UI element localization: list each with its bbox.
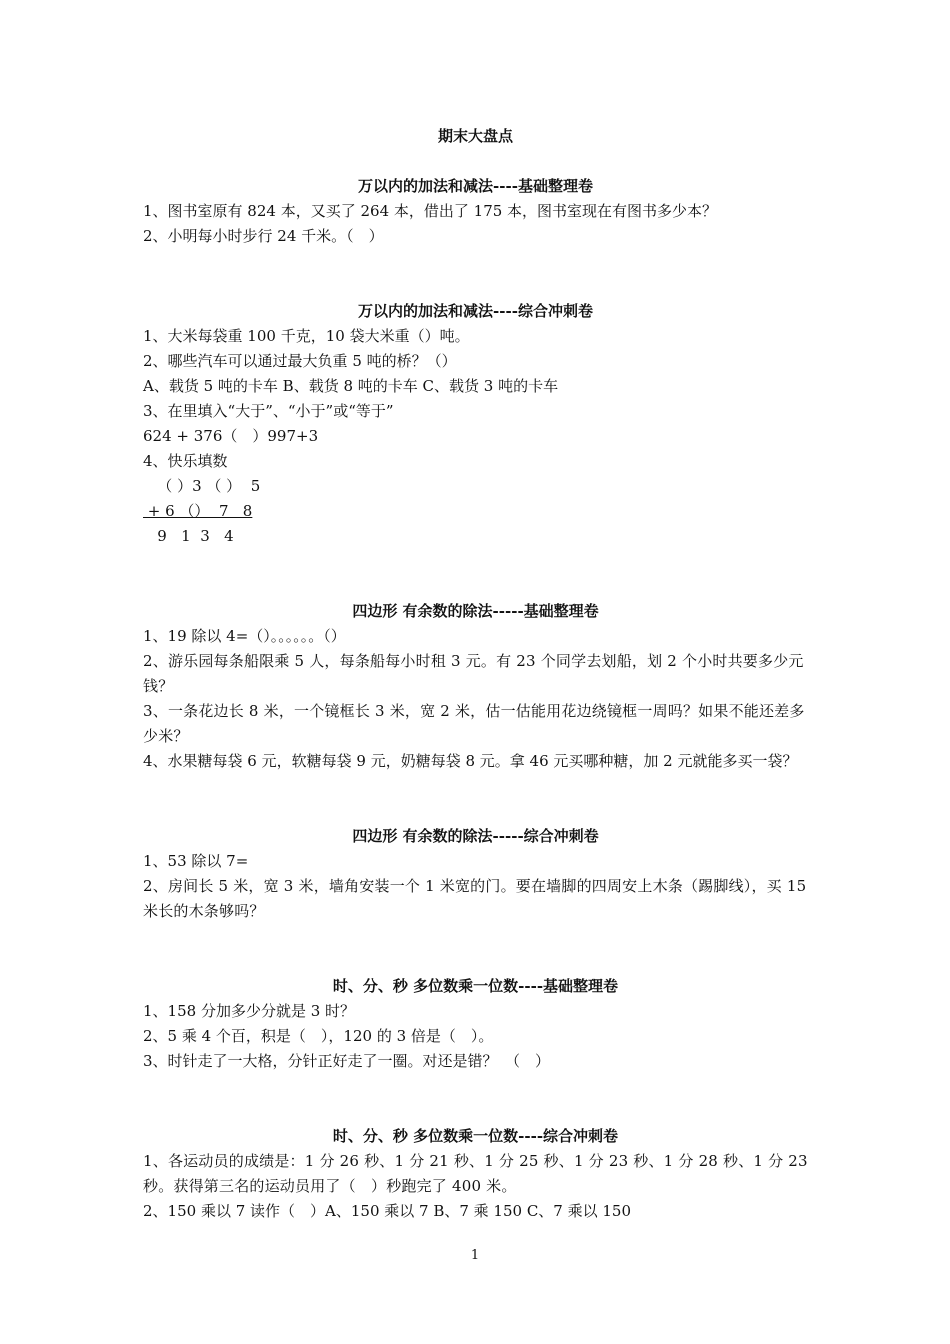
section-heading: 万以内的加法和减法----基础整理卷	[358, 177, 593, 195]
question-line: 3、一条花边长 8 米，一个镜框长 3 米，宽 2 米，估一估能用花边绕镜框一周吗？如果不能还差多少米？	[143, 702, 805, 745]
section-heading: 时、分、秒 多位数乘一位数----综合冲刺卷	[332, 1127, 619, 1145]
section-heading: 四边形 有余数的除法-----基础整理卷	[352, 602, 599, 620]
question-line: 1、图书室原有 824 本，又买了 264 本，借出了 175 本，图书室现在有图书多少本？	[143, 202, 718, 220]
question-line: 2、5 乘 4 个百，积是（ ），120 的 3 倍是（ ）。	[143, 1027, 494, 1045]
question-line: 624 + 376（ ）997+3	[143, 427, 319, 445]
question-line: 1、大米每袋重 100 千克，10 袋大米重（）吨。	[143, 327, 470, 345]
question-line: 2、哪些汽车可以通过最大负重 5 吨的桥？（）	[143, 352, 457, 370]
section-heading: 万以内的加法和减法----综合冲刺卷	[358, 302, 593, 320]
question-line: 4、快乐填数	[143, 452, 228, 470]
question-line: 2、房间长 5 米，宽 3 米，墙角安装一个 1 米宽的门。要在墙脚的四周安上木条（踢脚线），买 15 米长的木条够吗？	[143, 877, 807, 920]
document-body	[143, 124, 808, 1224]
page-number: 1	[470, 1248, 480, 1263]
section-6	[143, 1124, 808, 1224]
section-heading: 时、分、秒 多位数乘一位数----基础整理卷	[332, 977, 619, 995]
section-1	[143, 174, 808, 249]
arithmetic-row: 9 1 3 4	[143, 527, 234, 545]
question-line: 3、时针走了一大格，分针正好走了一圈。对还是错？ （ ）	[143, 1052, 551, 1070]
question-line: 2、150 乘以 7 读作（ ）A、150 乘以 7 B、7 乘 150 C、7 乘以 150	[143, 1202, 632, 1220]
question-line: 4、水果糖每袋 6 元，软糖每袋 9 元，奶糖每袋 8 元。拿 46 元买哪种糖，加 2 元就能多买一袋？	[143, 752, 798, 770]
section-heading: 四边形 有余数的除法-----综合冲刺卷	[352, 827, 599, 845]
question-line: 1、19 除以 4=（）。。。。。。（）	[143, 627, 346, 645]
section-2	[143, 299, 808, 549]
section-5	[143, 974, 808, 1074]
section-3	[143, 599, 808, 774]
page-title: 期末大盘点	[437, 127, 513, 145]
arithmetic-row: （ ）3 （ ） 5	[143, 477, 261, 495]
question-line: 3、在里填入“大于”、“小于”或“等于”	[143, 402, 394, 420]
arithmetic-row: + 6 （） 7 8	[143, 502, 253, 520]
question-line: 1、53 除以 7=	[143, 852, 249, 870]
question-line: 1、各运动员的成绩是：1 分 26 秒、1 分 21 秒、1 分 25 秒、1 分 23 秒、1 分 28 秒、1 分 23 秒。获得第三名的运动员用了（ ）秒跑完了 400 米。	[143, 1152, 808, 1195]
question-line: A、载货 5 吨的卡车 B、载货 8 吨的卡车 C、载货 3 吨的卡车	[143, 377, 559, 395]
question-line: 2、小明每小时步行 24 千米。（ ）	[143, 227, 384, 245]
question-line: 1、158 分加多少分就是 3 时？	[143, 1002, 356, 1020]
section-4	[143, 824, 808, 924]
question-line: 2、游乐园每条船限乘 5 人，每条船每小时租 3 元。有 23 个同学去划船，划 2 个小时共要多少元钱？	[143, 652, 804, 695]
